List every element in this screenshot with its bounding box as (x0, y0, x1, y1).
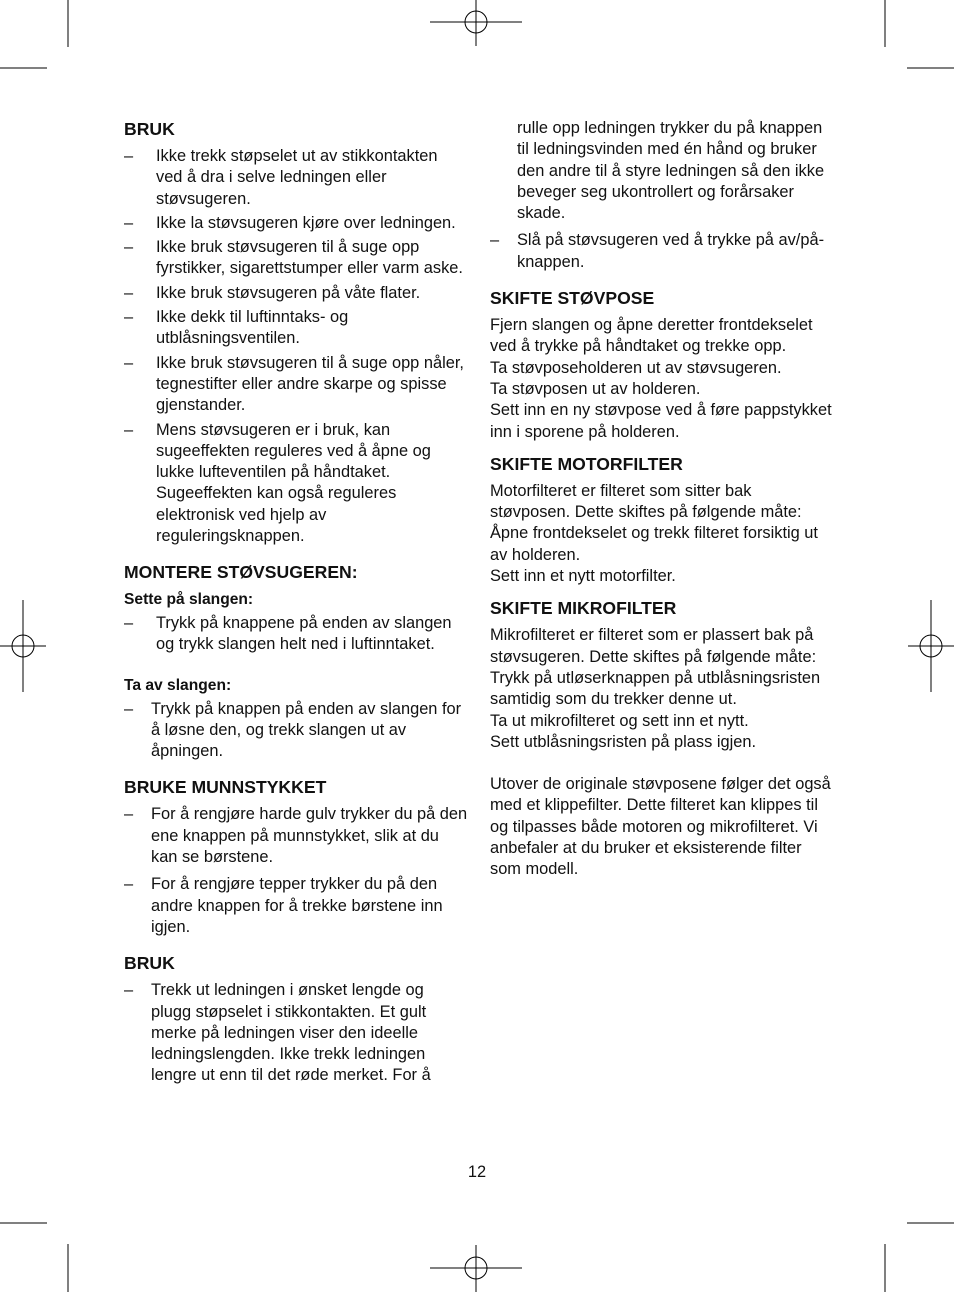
dash: – (124, 213, 134, 232)
registration-mark-bottom (430, 1245, 522, 1292)
list-item: – Trekk ut ledningen i ønsket lengde og plugg støpselet i stikkontakten. Et gult merke på ledningen viser den ideelle ledningslengden. Ikke trekk ledningen lengre ut enn til det røde merket. For å (124, 981, 431, 1085)
section-heading: SKIFTE MOTORFILTER (490, 453, 683, 474)
section-heading: SKIFTE STØVPOSE (490, 288, 655, 309)
paragraph: Mikrofilteret er filteret som er plassert bak på støvsugeren. Dette skiftes på følgende måte: (490, 626, 817, 666)
list-item: rulle opp ledningen trykker du på knappen til ledningsvinden med én hånd og bruker den andre til å styre ledningen så den ikke beveger seg ukontrollert og forårsaker skade. (517, 119, 825, 223)
list-item: – Ikke trekk støpselet ut av stikkontakten ved å dra i selve ledningen eller støvsugeren. (124, 147, 438, 208)
list-item: – For å rengjøre tepper trykker du på den andre knappen for å trekke børstene inn igjen. (124, 875, 443, 936)
list-item: – For å rengjøre harde gulv trykker du på den ene knappen på munnstykket, slik at du kan se børstene. (124, 805, 468, 867)
list-item: – Trykk på knappen på enden av slangen for å løsne den, og trekk slangen ut av åpningen. (124, 699, 462, 761)
registration-mark-right (908, 600, 954, 692)
paragraph: Ta støvposen ut av holderen. (490, 379, 701, 398)
list-item: – Mens støvsugeren er i bruk, kan sugeeffekten reguleres ved å åpne og lukke lufteventilen på håndtaket. Sugeeffekten kan også reguleres elektronisk ved hjelp av reguleringsknappen. (124, 420, 431, 546)
cord-list (124, 980, 468, 1086)
list-item: – Ikke la støvsugeren kjøre over ledningen. (124, 213, 468, 234)
attach-hose-list (124, 613, 468, 656)
registration-mark-left (0, 600, 46, 692)
list-item: – Ikke bruk støvsugeren til å suge opp nåler, tegnestifter eller andre skarpe og spisse gjenstander. (124, 353, 464, 415)
paragraph: Sett inn et nytt motorfilter. (490, 567, 676, 586)
dash: – (124, 805, 134, 824)
page-number: 12 (467, 1163, 487, 1181)
section-heading: BRUKE MUNNSTYKKET (124, 777, 327, 798)
remove-hose-list (124, 699, 468, 763)
dash: – (124, 875, 134, 894)
left-column (124, 118, 468, 1090)
dash: – (124, 699, 134, 718)
paragraph: Sett utblåsningsristen på plass igjen. (490, 732, 757, 751)
dash: – (124, 420, 134, 439)
subheading: Ta av slangen: (124, 677, 232, 695)
paragraph: Fjern slangen og åpne deretter frontdekselet ved å trykke på håndtaket og trekke opp. (490, 316, 813, 356)
paragraph: Utover de originale støvposene følger det også med et klippefilter. Dette filteret kan klippes til og tilpasses både motoren og mikrofilteret. Vi anbefaler at du bruker et eksisterende filter som modell. (490, 775, 831, 879)
list-item: – Ikke bruk støvsugeren til å suge opp fyrstikker, sigarettstumper eller varm aske. (124, 238, 463, 278)
paragraph: Motorfilteret er filteret som sitter bak støvposen. Dette skiftes på følgende måte: (490, 481, 802, 522)
paragraph: Åpne frontdekselet og trekk filteret forsiktig ut av holderen. (490, 524, 818, 564)
nozzle-list (124, 804, 468, 938)
dash: – (490, 231, 500, 250)
right-column (490, 118, 835, 881)
dash: – (124, 147, 134, 165)
paragraph: Trykk på utløserknappen på utblåsningsristen samtidig som du trekker denne ut. (490, 668, 821, 709)
list-item: – Slå på støvsugeren ved å trykke på av/på-knappen. (490, 231, 825, 271)
dash: – (124, 613, 134, 632)
cord-list-continued (490, 118, 835, 273)
dash: – (124, 283, 134, 302)
subheading: Sette på slangen: (124, 591, 254, 609)
usage-warnings-list (124, 146, 468, 547)
paragraph: Ta støvposeholderen ut av støvsugeren. (490, 358, 782, 377)
section-heading: MONTERE STØVSUGEREN: (124, 562, 358, 583)
dash: – (124, 238, 134, 257)
dash: – (124, 308, 134, 327)
list-item: – Ikke bruk støvsugeren på våte flater. (124, 283, 468, 304)
dash: – (124, 981, 134, 1000)
list-item: – Trykk på knappene på enden av slangen og trykk slangen helt ned i luftinntaket. (124, 613, 452, 653)
paragraph: Sett inn en ny støvpose ved å føre pappstykket inn i sporene på holderen. (490, 401, 832, 441)
registration-mark-top (430, 0, 522, 46)
list-item: – Ikke dekk til luftinntaks- og utblåsningsventilen. (124, 308, 349, 348)
paragraph: Ta ut mikrofilteret og sett inn et nytt. (490, 711, 749, 730)
section-heading: BRUK (124, 953, 175, 974)
section-heading: BRUK (124, 119, 175, 139)
section-heading: SKIFTE MIKROFILTER (490, 598, 677, 619)
dash: – (124, 353, 134, 372)
